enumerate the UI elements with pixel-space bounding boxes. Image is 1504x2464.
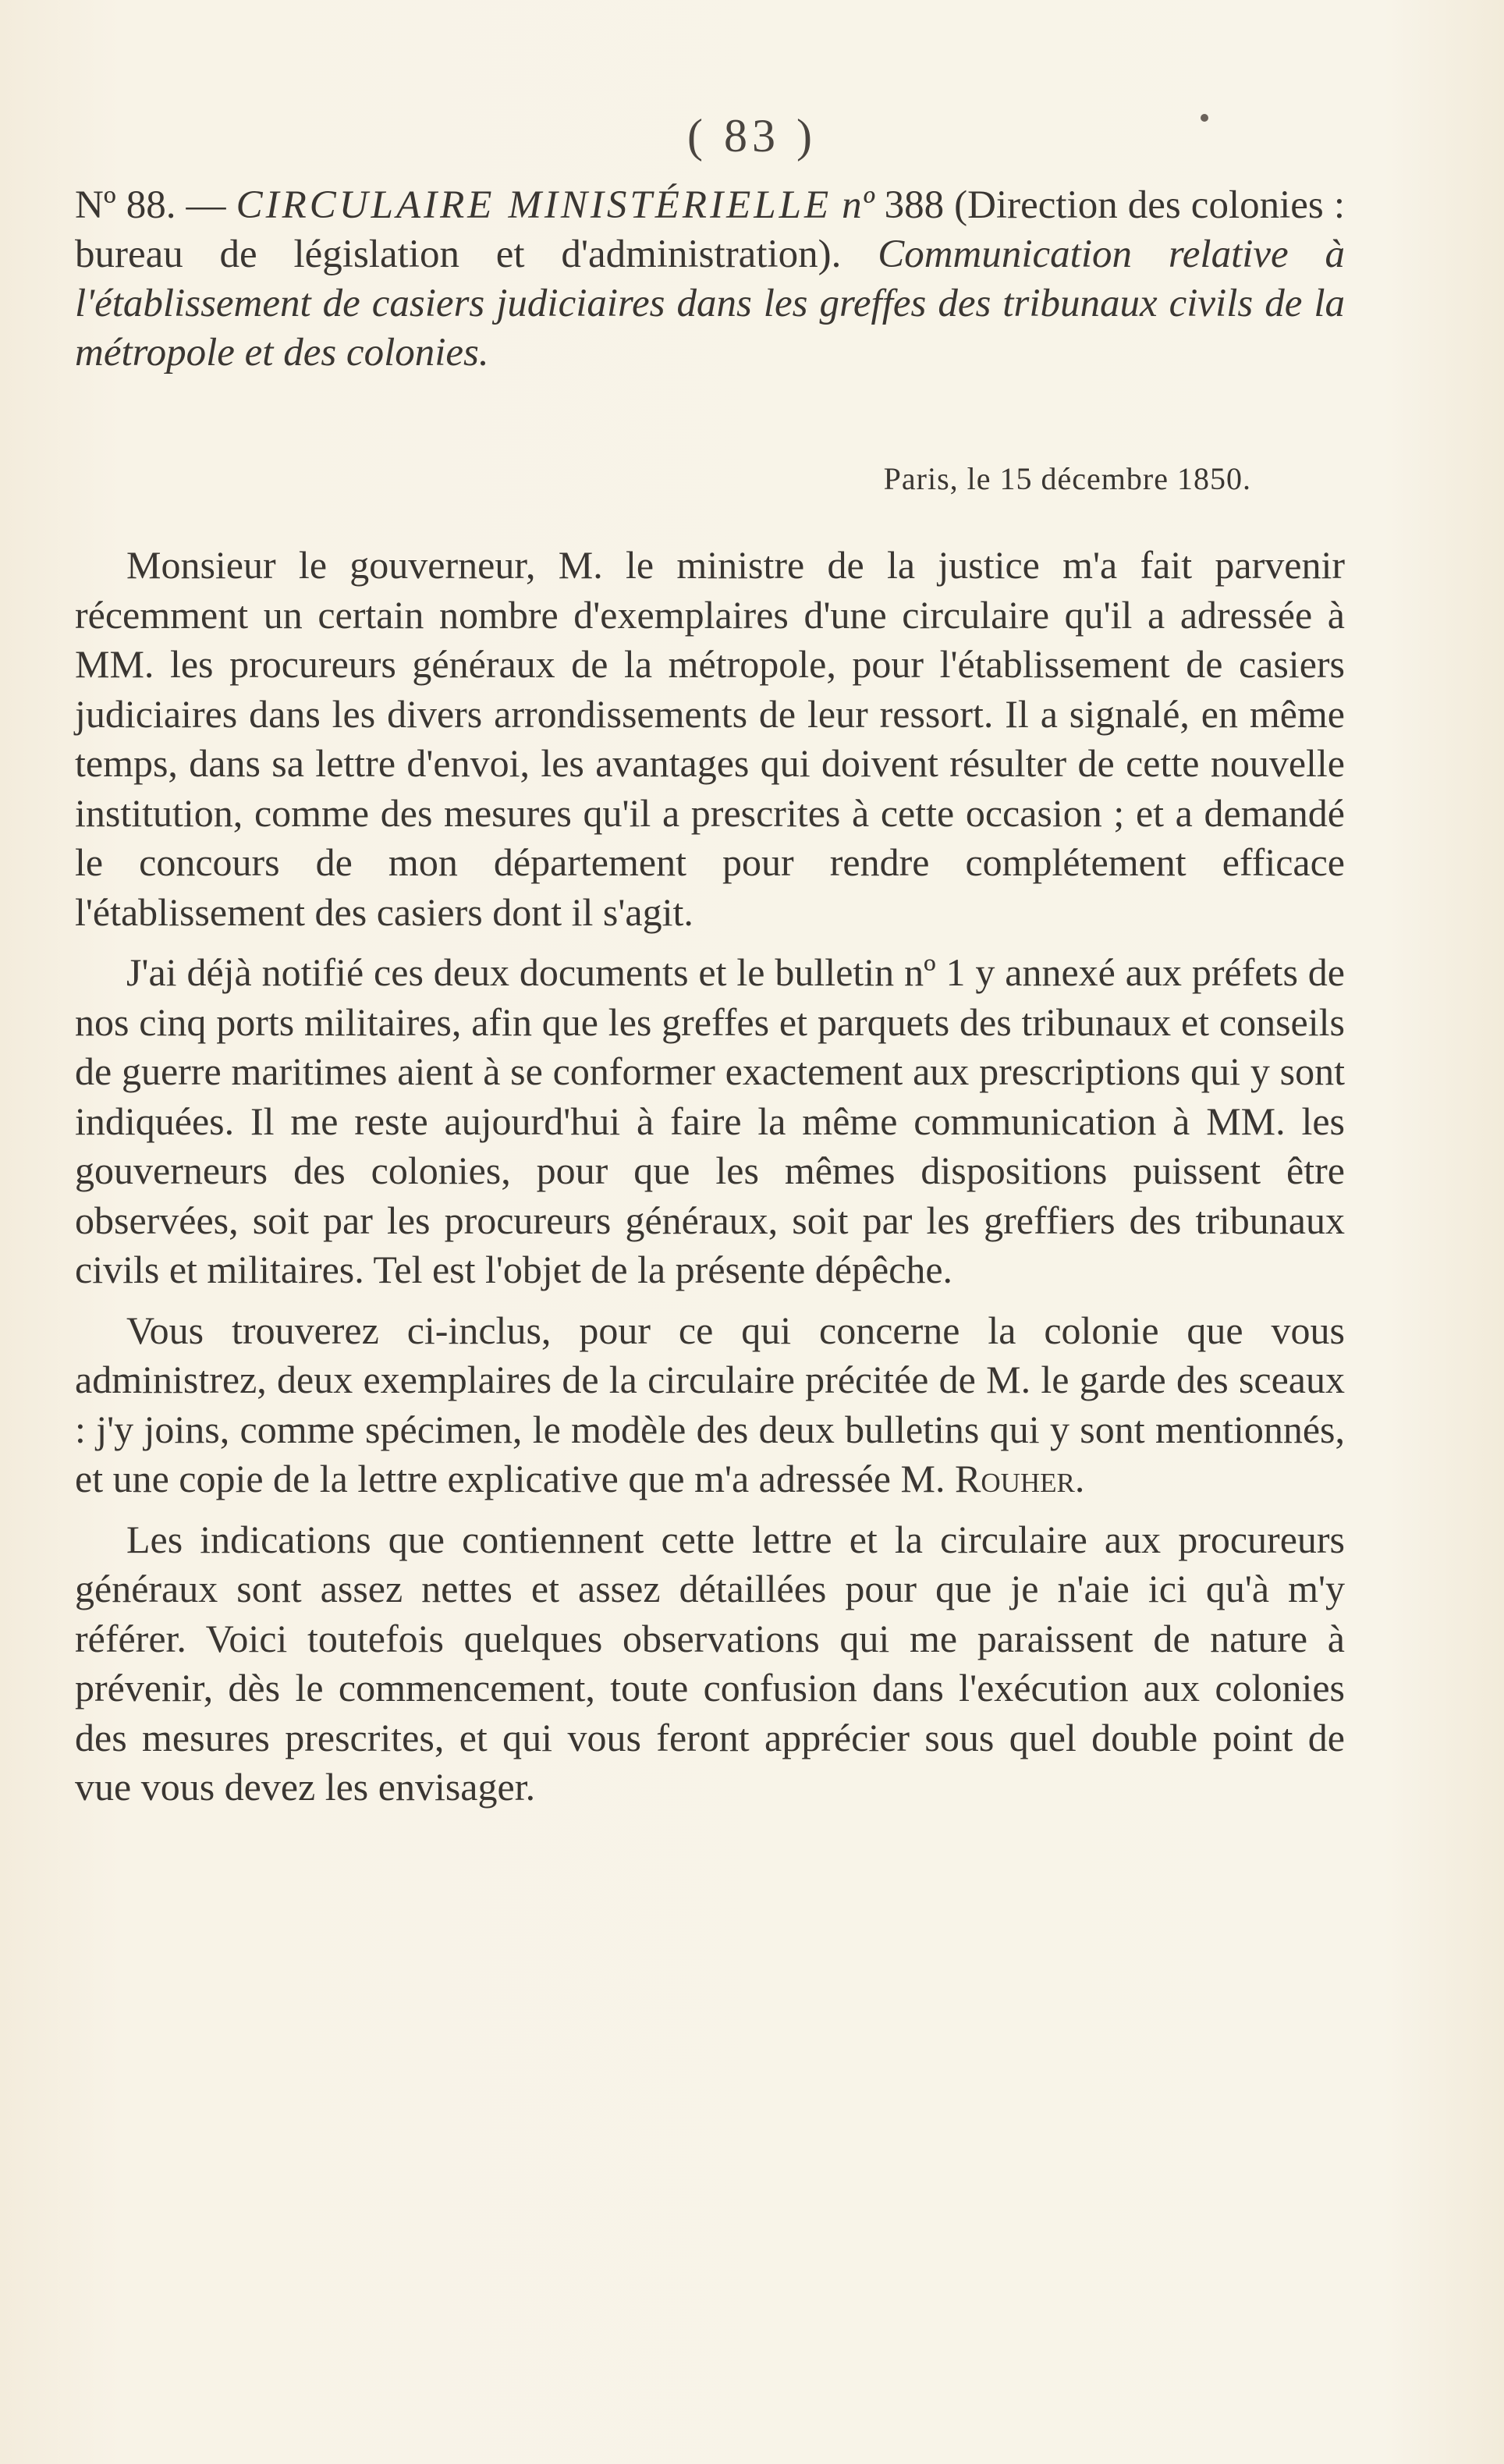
circular-number: 388 xyxy=(884,183,945,227)
paragraph-3 xyxy=(75,1306,1345,1504)
paragraph-3-text: Vous trouverez ci-inclus, pour ce qui concerne la colonie que vous administrez, deux exemplaires de la circulaire précitée de M. le garde des sceaux : j'y joins, comme spécimen, le modèle des deux bulletins qui y sont mentionnés, et une copie de la lettre explicative que m'a adressée M. xyxy=(75,1308,1345,1500)
ink-speck xyxy=(1201,114,1208,122)
direction-text: (Direction des colonies : bureau de législation et d'administration). xyxy=(75,183,1345,276)
paragraph-4: Les indications que contiennent cette lettre et la circulaire aux procureurs généraux sont assez nettes et assez détaillées pour que je n'aie ici qu'à m'y référer. Voici toutefois quelques observations qui me paraissent de nature à prévenir, dès le commencement, toute confusion dans l'exécution aux colonies des mesures prescrites, et qui vous feront apprécier sous quel double point de vue vous devez les envisager. xyxy=(75,1517,1345,1809)
document-body xyxy=(75,181,1345,1812)
circular-header xyxy=(75,181,1345,378)
document-number: Nº 88. xyxy=(75,183,176,227)
page-number: ( 83 ) xyxy=(687,110,817,162)
letter-date: Paris, le 15 décembre 1850. xyxy=(883,461,1251,496)
paragraph-1: Monsieur le gouverneur, M. le ministre de la justice m'a fait parvenir récemment un certain nombre d'exemplaires d'une circulaire qu'il a adressée à MM. les procureurs généraux de la métropole, pour l'établissement de casiers judiciaires dans les divers arrondissements de leur ressort. Il a signalé, en même temps, dans sa lettre d'envoi, les avantages qui doivent résulter de cette nouvelle institution, comme des mesures qu'il a prescrites à cette occasion ; et a demandé le concours de mon département pour rendre complétement efficace l'établissement des casiers dont il s'agit. xyxy=(75,543,1345,934)
paragraph-2: J'ai déjà notifié ces deux documents et le bulletin nº 1 y annexé aux préfets de nos cinq ports militaires, afin que les greffes et parquets des tribunaux et conseils de guerre maritimes aient à se conformer exactement aux prescriptions qui y sont indiquées. Il me reste aujourd'hui à faire la même communication à MM. les gouverneurs des colonies, pour que les mêmes dispositions puissent être observées, soit par les procureurs généraux, soit par les greffiers des tribunaux civils et militaires. Tel est l'objet de la présente dépêche. xyxy=(75,950,1345,1291)
minister-name: Rouher xyxy=(954,1457,1075,1500)
circular-subject: Communication relative à l'établissement de casiers judiciaires dans les greffes des tribunaux civils de la métropole et des colonies. xyxy=(75,233,1345,375)
circular-no-label: nº xyxy=(842,183,874,227)
circular-title: CIRCULAIRE MINISTÉRIELLE xyxy=(236,183,832,227)
header-dash: — xyxy=(186,183,226,227)
paragraph-3-end: . xyxy=(1074,1457,1085,1500)
